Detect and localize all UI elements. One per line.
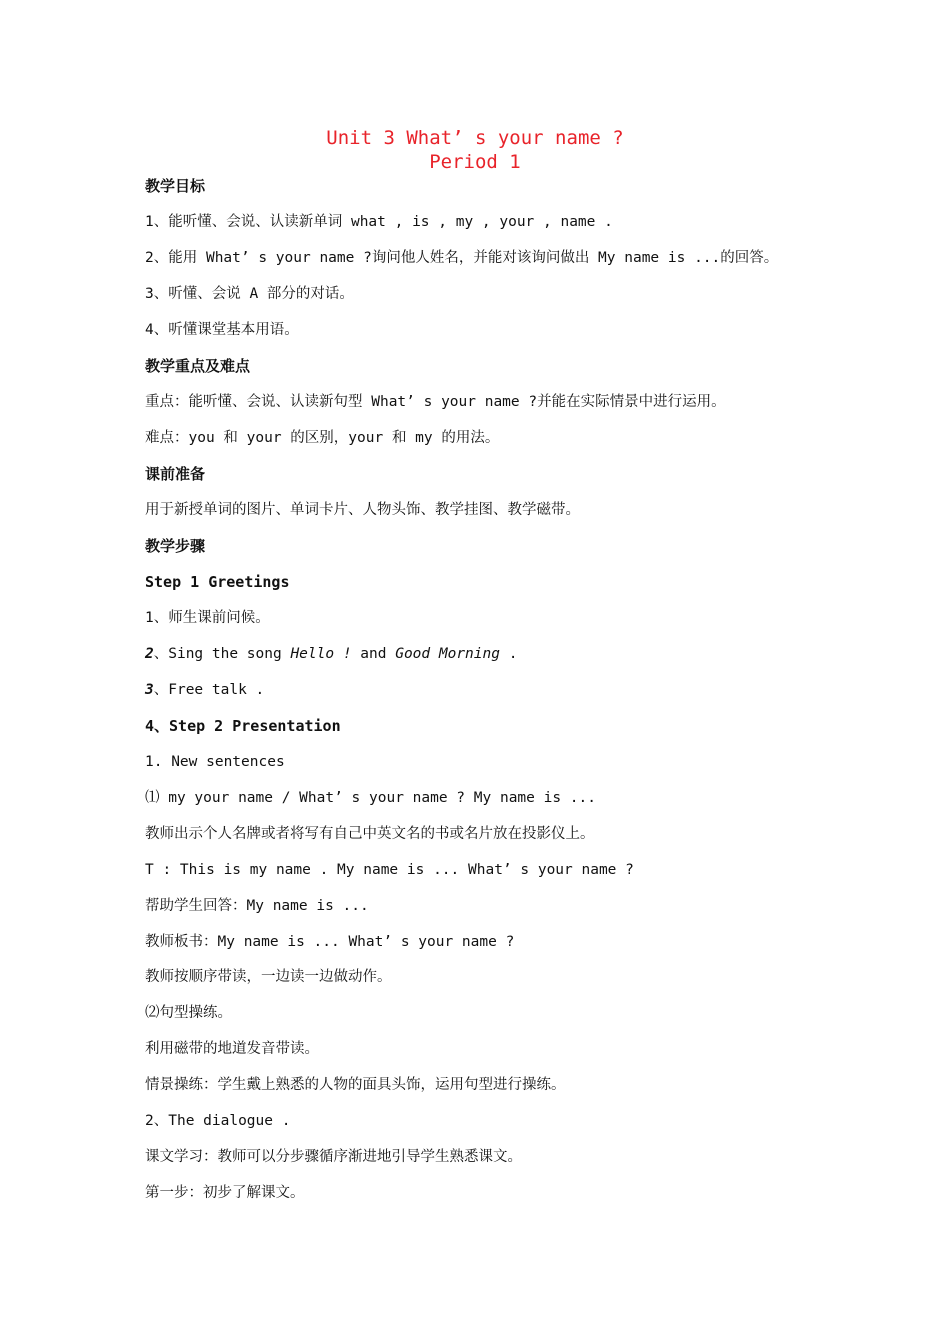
para-4: 帮助学生回答：My name is ...: [145, 898, 369, 914]
song-title-good-morning: Good Morning: [395, 646, 500, 662]
objectives-heading: 教学目标: [145, 177, 206, 195]
key-point: 重点：能听懂、会说、认读新句型 What’ s your name ?并能在实际情景中进行运用。: [145, 394, 726, 410]
para-10: 2、The dialogue .: [145, 1113, 291, 1129]
para-5: 教师板书：My name is ... What’ s your name ?: [145, 934, 515, 950]
title-line-1: Unit 3 What’ s your name ?: [326, 127, 624, 149]
new-sentences: 1. New sentences: [145, 754, 285, 770]
para-8: 利用磁带的地道发音带读。: [145, 1041, 319, 1057]
step1-item-2-text-c: .: [499, 646, 518, 662]
objective-2: 2、能用 What’ s your name ?询问他人姓名，并能对该询问做出 My name is ...的回答。: [145, 250, 779, 266]
difficult-point: 难点：you 和 your 的区别，your 和 my 的用法。: [145, 430, 500, 446]
step2-heading: 4、Step 2 Presentation: [145, 717, 341, 735]
para-2: 教师出示个人名牌或者将写有自己中英文名的书或名片放在投影仪上。: [145, 826, 595, 842]
para-6: 教师按顺序带读，一边读一边做动作。: [145, 969, 392, 985]
para-11: 课文学习：教师可以分步骤循序渐进地引导学生熟悉课文。: [145, 1149, 522, 1165]
step1-item-2: [145, 644, 517, 664]
para-3: T : This is my name . My name is ... What’ s your name ?: [145, 862, 634, 878]
step1-item-2-text-a: 、Sing the song: [153, 646, 291, 662]
title-line-2: Period 1: [429, 151, 521, 173]
preparation-text: 用于新授单词的图片、单词卡片、人物头饰、教学挂图、教学磁带。: [145, 502, 580, 518]
objective-4: 4、听懂课堂基本用语。: [145, 322, 299, 338]
preparation-heading: 课前准备: [145, 465, 206, 483]
step1-item-2-number: 2: [145, 646, 154, 662]
objective-3: 3、听懂、会说 A 部分的对话。: [145, 286, 354, 302]
step1-item-3-number: 3: [145, 682, 154, 698]
para-1: ⑴ my your name / What’ s your name ? My name is ...: [145, 790, 596, 806]
steps-heading: 教学步骤: [145, 537, 206, 555]
para-9: 情景操练：学生戴上熟悉的人物的面具头饰，运用句型进行操练。: [145, 1077, 566, 1093]
objective-1: 1、能听懂、会说、认读新单词 what , is , my , your , name .: [145, 214, 613, 230]
song-title-hello: Hello !: [290, 646, 352, 662]
keypoints-heading: 教学重点及难点: [145, 357, 251, 375]
step1-heading: Step 1 Greetings: [145, 573, 290, 591]
para-7: ⑵句型操练。: [145, 1005, 232, 1021]
step1-item-1: 1、师生课前问候。: [145, 610, 270, 626]
step1-item-3-text: 、Free talk .: [153, 682, 265, 698]
step1-item-2-text-b: and: [351, 646, 396, 662]
step1-item-3: [145, 680, 264, 700]
para-12: 第一步：初步了解课文。: [145, 1185, 305, 1201]
